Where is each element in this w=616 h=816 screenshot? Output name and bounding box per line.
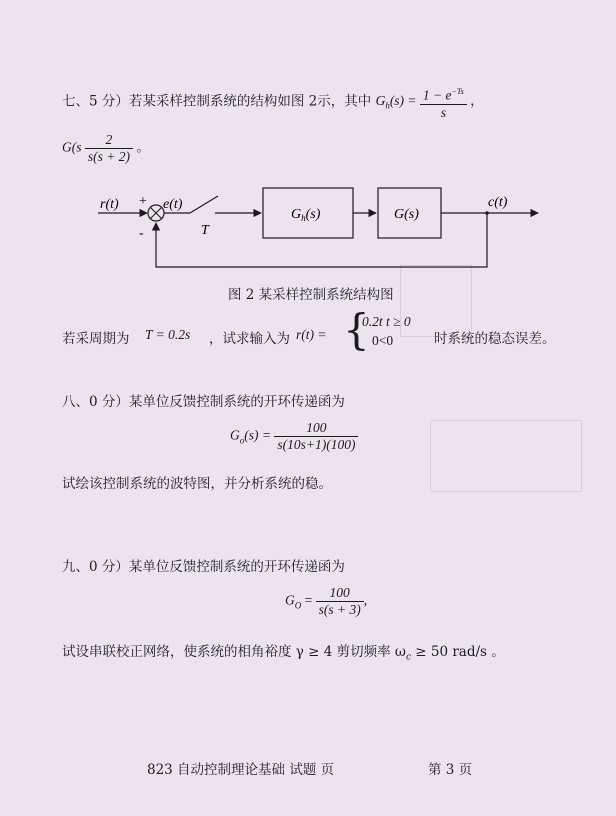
summing-junction <box>148 205 164 221</box>
label-gh: $G_h(s)$ <box>291 207 321 223</box>
q9-task: 试设串联校正网络，使系统的相角裕度 γ ≥ 4 剪切频率 $\omega_c \ge 50$ rad/s 。 <box>62 644 505 663</box>
q8-formula: $G_o(s)$ = $\frac{100}{s(10s+1)(100)}$ <box>230 420 358 453</box>
label-g: G(s) <box>394 207 419 222</box>
q7-gh-formula: $G_h(s)$ = $\frac{1 - e^{-Ts}}{s}$ ， <box>376 93 484 108</box>
q7-g-formula: G(s $\frac{2}{s(s + 2)}$ 。 <box>62 132 150 164</box>
label-e: e(t) <box>163 197 183 212</box>
label-r: r(t) <box>100 197 119 212</box>
label-sampling-period: T <box>201 223 209 238</box>
label-minus: - <box>139 226 144 241</box>
q7-label: 七、5 分）若某采样控制系统的结构如图 2示，其中 <box>62 93 372 110</box>
label-c: c(t) <box>488 195 508 210</box>
sampler-switch <box>190 196 218 213</box>
feedback-path <box>156 213 487 267</box>
footer-course: 823 自动控制理论基础 试题 页 <box>147 762 335 778</box>
footer-page-number: 第 3 页 <box>428 762 473 778</box>
q8-heading: 八、0 分）某单位反馈控制系统的开环传递函为 <box>62 394 345 410</box>
q9-formula: $G_O$ = $\frac{100}{s(s + 3)}$ , <box>285 585 368 617</box>
label-plus: + <box>139 194 147 209</box>
q8-task: 试绘该控制系统的波特图，并分析系统的稳。 <box>62 476 332 492</box>
figure-caption: 图 2 某采样控制系统结构图 <box>228 287 394 303</box>
q9-heading: 九、0 分）某单位反馈控制系统的开环传递函为 <box>62 559 345 575</box>
